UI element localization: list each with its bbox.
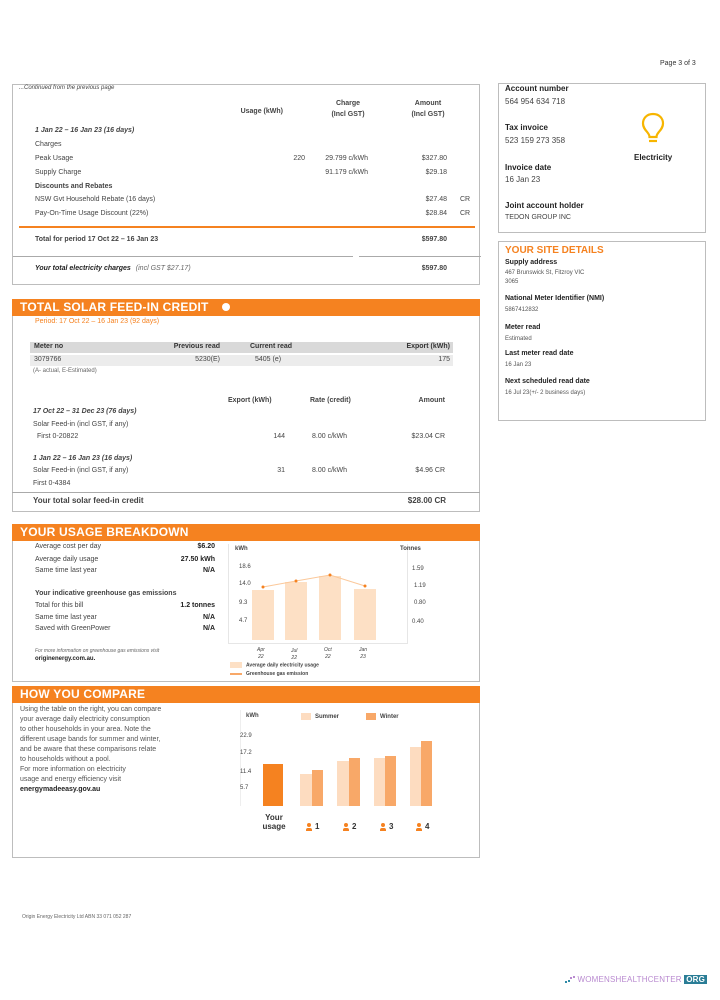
legend-swatch [366,713,376,720]
page-number: Page 3 of 3 [660,60,696,67]
solar-rate-header: Rate (credit) [310,397,351,404]
usage-header: YOUR USAGE BREAKDOWN [12,524,480,541]
x-label-oct: Oct 22 [324,647,332,660]
y2-axis-label: Tonnes [400,546,421,552]
nmi: 5867412832 [505,307,539,313]
band1-winter-bar [312,770,323,806]
site-details-title: YOUR SITE DETAILS [505,245,604,256]
last-read: 16 Jan 23 [505,362,532,368]
x-label-jan: Jan 23 [359,647,368,660]
solar-period-2-title: 1 Jan 22 – 16 Jan 23 (16 days) [33,455,133,462]
charges-period: 1 Jan 22 – 16 Jan 23 (16 days) [35,127,135,134]
solar-export-header: Export (kWh) [228,397,272,404]
site-details-section [498,241,706,421]
discount-row-rebate: NSW Gvt Household Rebate (16 days) $27.48 CR [35,196,471,203]
y-axis-label: kWh [235,546,248,552]
company-footer: Origin Energy Electricity Ltd ABN 33 071 052 287 [22,914,132,920]
ghg-note: For more information on greenhouse gas emissions visit [35,648,160,654]
solar-period-2-export: 31 [277,467,285,474]
meter-note: (A- actual, E-Estimated) [33,368,97,374]
watermark-dots-icon [565,976,575,984]
solar-header: TOTAL SOLAR FEED-IN CREDIT [12,299,480,316]
legend-winter: Winter [366,713,399,720]
discount-row-paytime: Pay-On-Time Usage Discount (22%) $28.84 CR [35,210,471,217]
holder: TEDON GROUP INC [505,214,571,221]
amount-header: Amount (Incl GST) [411,100,445,118]
band-1-label: 1 [306,822,319,831]
total-electricity-row: Your total electricity charges (incl GST $27.17) [35,265,191,272]
divider [19,226,475,228]
energymadeeasy-link[interactable]: energymadeeasy.gov.au [20,786,101,793]
charge-header: Charge (Incl GST) [331,100,365,118]
solar-period-1-rate: 8.00 c/kWh [312,433,348,440]
legend-swatch [230,673,242,675]
legend-swatch [301,713,311,720]
lightbulb-icon [641,112,665,146]
band-2-label: 2 [343,822,356,831]
divider [13,256,353,257]
tax-invoice-label: Tax invoice [505,123,548,132]
info-icon [222,303,230,311]
nmi-label: National Meter Identifier (NMI) [505,295,605,302]
band-3-label: 3 [380,822,393,831]
meter-table-header: Meter no Previous read Current read Export (kWh) [30,342,453,353]
solar-period-2-label: Solar Feed-in (incl GST, if any) [33,467,129,474]
person-icon [306,823,312,831]
usage-header: Usage (kWh) [240,108,283,115]
solar-total-amount: $28.00 CR [407,496,446,505]
last-read-label: Last meter read date [505,350,574,357]
charge-row-supply: Supply Charge 91.179 c/kWh $29.18 [35,169,447,176]
x-label-jul: Jul 22 [291,648,298,661]
person-icon [416,823,422,831]
solar-period-1-title: 17 Oct 22 – 31 Dec 23 (76 days) [33,408,137,415]
chart-axis [240,710,241,806]
band-4-label: 4 [416,822,429,831]
solar-period-1-label: Solar Feed-in (incl GST, if any) [33,421,129,428]
tax-invoice: 523 159 273 358 [505,136,566,145]
solar-period-2-sub: First 0-4384 [33,480,71,487]
person-icon [343,823,349,831]
discounts-label: Discounts and Rebates [35,183,113,190]
band3-winter-bar [385,756,396,806]
band4-winter-bar [421,741,432,806]
legend-emission: Greenhouse gas emission [230,671,308,677]
invoice-date-label: Invoice date [505,163,552,172]
band1-summer-bar [300,774,312,806]
meter-read: Estimated [505,336,532,342]
continued-note: ...Continued from the previous page [19,85,115,91]
solar-period-1-amount: $23.04 CR [411,433,445,440]
solar-period-1-export: 144 [273,433,285,440]
next-read-label: Next scheduled read date [505,378,590,385]
next-read: 16 Jul 23(+/- 2 business days) [505,390,586,396]
solar-period-2-rate: 8.00 c/kWh [312,467,348,474]
total-period-amount: $597.80 [421,236,447,243]
legend-swatch [230,662,242,668]
supply-address: 467 Brunswick St, Fitzroy VIC 3065 [505,270,585,285]
account-number-label: Account number [505,84,569,93]
charges-label: Charges [35,141,62,148]
account-number: 564 954 634 718 [505,97,566,106]
person-icon [380,823,386,831]
x-label-apr: Apr 22 [257,647,265,660]
charges-section [12,84,480,285]
y-axis-label: kWh [246,713,259,719]
solar-amount-header: Amount [418,397,445,404]
solar-total-label: Your total solar feed-in credit [33,496,144,505]
band2-winter-bar [349,758,360,806]
your-usage-label: Your usage [262,813,286,831]
legend-usage: Average daily electricity usage [230,662,319,668]
compare-text: Using the table on the right, you can compare your average daily electricity consumption to other households in your area. Note the different usage bands for summer and winter, and be aware that these comparisons relate to households without a pool. For more information on electricity usage and energy efficiency visit energymadeeasy.gov.au [20,706,162,793]
divider [12,492,480,493]
electricity-label: Electricity [634,153,673,162]
solar-period-1-sub: First 0-20822 [37,433,79,440]
meter-table-row: 3079766 5230(E) 5405 (e) 175 [30,355,453,366]
invoice-date: 16 Jan 23 [505,175,541,184]
your-usage-bar [263,764,283,806]
band2-summer-bar [337,761,349,806]
solar-period: Period: 17 Oct 22 – 16 Jan 23 (92 days) [35,318,160,325]
supply-address-label: Supply address [505,259,558,266]
total-electricity-amount: $597.80 [421,265,447,272]
divider [359,256,481,257]
band3-summer-bar [374,758,385,806]
account-section [498,83,706,233]
emission-line [228,544,408,644]
legend-summer: Summer [301,713,339,720]
compare-chart: kWh Summer Winter 22.9 17.2 11.4 5.7 Your usage 1 2 3 4 [228,706,478,841]
watermark: WOMENSHEALTHCENTER ORG [565,975,707,984]
origin-link[interactable]: originenergy.com.au. [35,656,96,662]
charge-row-peak: Peak Usage 220 29.799 c/kWh $327.80 [35,155,447,162]
holder-label: Joint account holder [505,201,584,210]
ghg-title: Your indicative greenhouse gas emissions [35,590,177,597]
solar-period-2-amount: $4.96 CR [415,467,445,474]
solar-section [12,300,480,512]
usage-chart: kWh Tonnes 18.6 14.0 9.3 4.7 1.59 1.19 0.80 0.40 Apr 22 Jul 22 Oct 22 Jan 23 Average daily electricity usage Greenhouse gas emission [228,544,478,684]
total-period-label: Total for period 17 Oct 22 – 16 Jan 23 [35,236,159,243]
compare-header: HOW YOU COMPARE [12,686,480,703]
band4-summer-bar [410,747,421,806]
meter-read-label: Meter read [505,324,541,331]
